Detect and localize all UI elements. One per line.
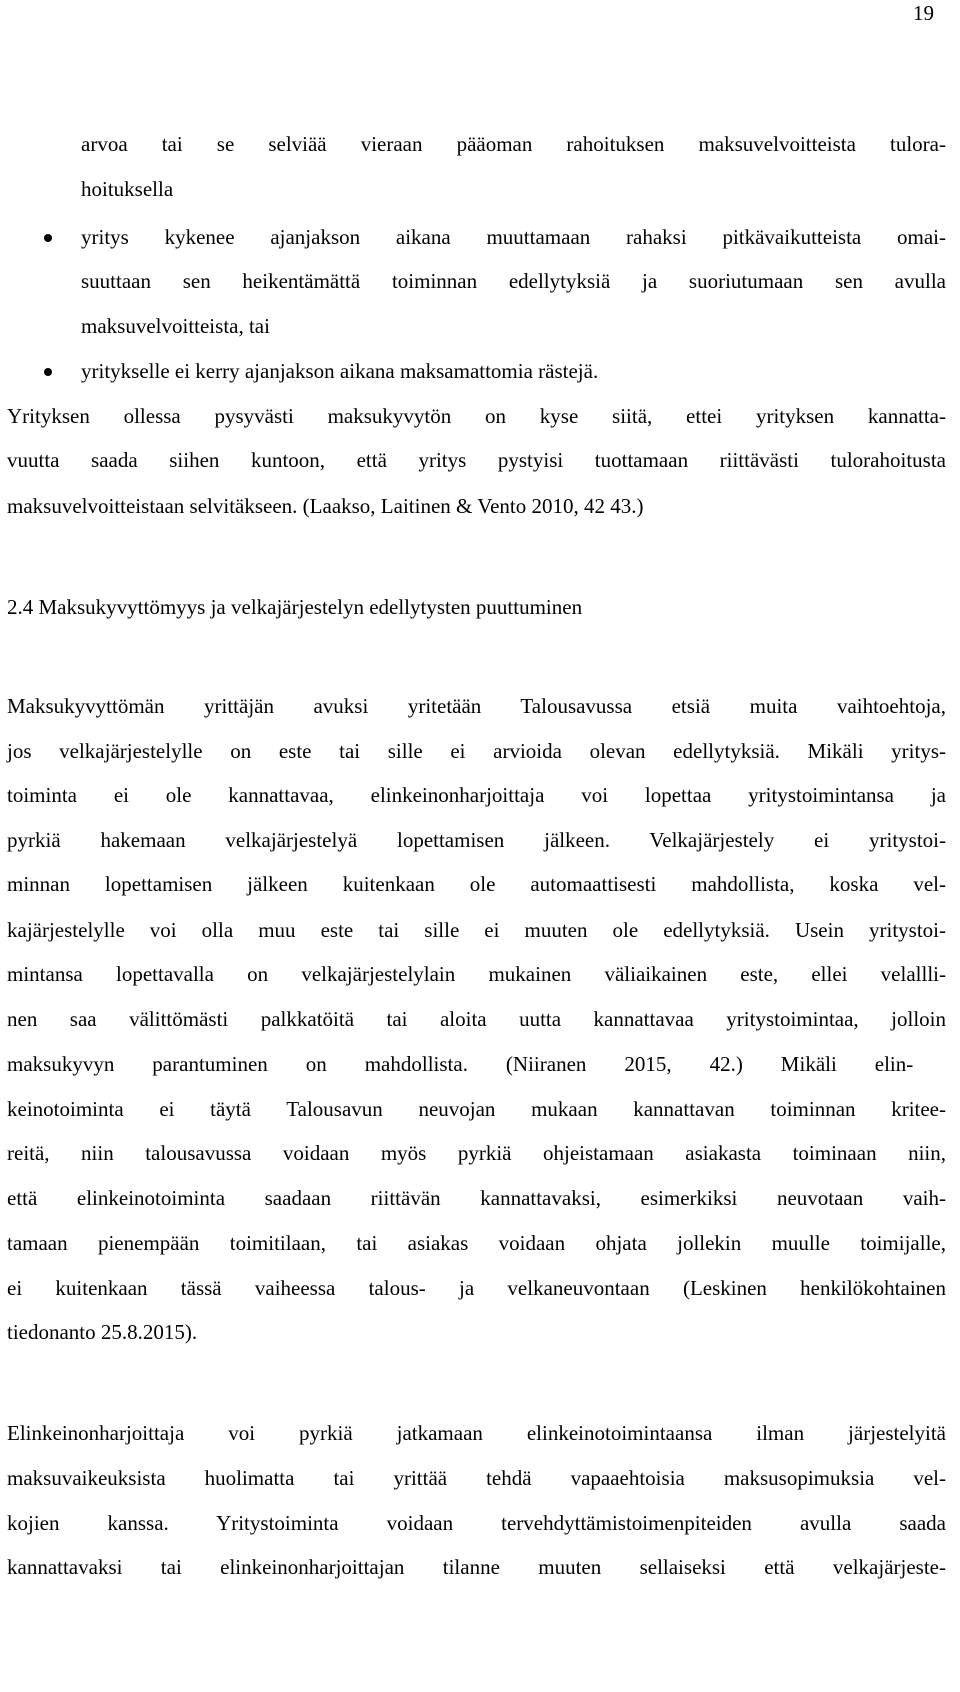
page-number: 19 [913,1,934,25]
bullet-icon [44,368,52,376]
bullet-icon [44,234,52,242]
